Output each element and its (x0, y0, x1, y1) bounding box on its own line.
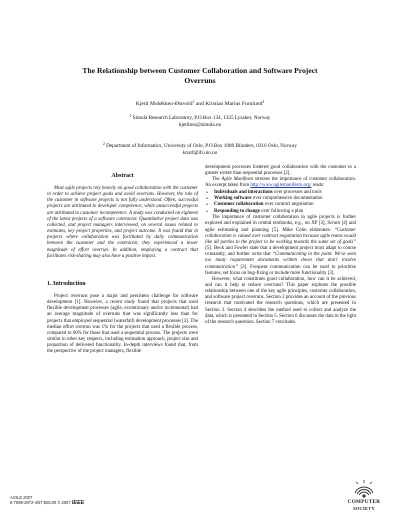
abstract-heading: Abstract (111, 173, 134, 179)
manifesto-value-4 (205, 209, 356, 215)
author-1: Kjetil Moløkken-Østvold (135, 101, 193, 107)
cohn-quote: “Customer collaboration is valued over contract negotiation because agile teams would like all parties to the project to be working towards the same set of goals” [5]. (205, 227, 356, 252)
affiliation-2 (40, 141, 360, 158)
para3-a: The importance of customer collaboration in agile projects is further explored and explained in central textbooks, e.g., on XP [3], Scrum [4] and agile estimating and planning [5]. Mike Cohn elaborates: (205, 215, 356, 233)
paper-title (40, 66, 360, 85)
intro-paragraph-1: Project overruns pose a major and persistent challenge for software development [1]. However, a recent study found that projects that used flexible development processes (agile, evolutionary and/or incremental) had an average magnitude of overruns that was significantly less than for projects that employed sequential (waterfall) development processes [2]. The median effort overrun was 1% for the projects that used a flexible process, compared to 60% for those that used a sequential process. The projects were similar in other key respects, including estimation approach, project size and proportion of delivered functionality. In-depth interviews found that, from the perspective of the project managers, flexible (47, 293, 198, 355)
para2-mid: stresses the importance of customer collaboration. An excerpt taken from (205, 177, 357, 189)
computer-society-line-2: SOCIETY (353, 505, 375, 511)
para2-end: reads: (311, 183, 325, 189)
title-line-1: The Relationship between Customer Collaboration and Software Project (82, 66, 318, 75)
affiliation-1-email: kjetilmo@simula.no (178, 122, 222, 129)
introduction-heading: 1. Introduction (47, 280, 86, 287)
value-2-bold: Working software (214, 196, 252, 202)
intro-paragraph-1-continued: development processes fostered good collaboration with the customer to a greater extent than sequential processes [2]. (205, 165, 356, 177)
author-conjunction: and (194, 101, 206, 107)
copyright-footer (10, 495, 84, 507)
value-3-bold: Customer collaboration (214, 202, 264, 208)
author-2-sup: 2 (262, 100, 265, 104)
value-4-rest: over following a plan (259, 208, 304, 214)
intro-paragraph-2 (205, 177, 356, 189)
value-4-bold: Responding to change (214, 208, 260, 214)
intro-paragraph-4: However, what constitutes good collaboration, how can it be achieved, and can it help to reduce overruns? This paper explores the possible relationship between one of the key agile principles, customer collaboration, and software project overruns. Section 2 provides an account of the previous research that motivated the research questions, which are presented in Section 3. Section 4 describes the method used to collect and analyze the data, which is presented in Section 5. Section 6 discusses the data in the light of the research questions. Section 7 concludes. (205, 276, 356, 325)
value-1-bold: Individuals and interactions (214, 190, 273, 196)
intro-paragraph-3 (205, 215, 356, 277)
affiliation-1-sup: 1 (129, 114, 132, 118)
para3-b: Beck and Fowler state that a development project must adapt to course constantly, and further write that (205, 246, 356, 258)
manifesto-values-list (205, 190, 356, 215)
affiliation-2-text: Department of Informatics, University of Oslo, P.O.Box 1080 Blindern, 0316 Oslo, Norway (104, 143, 297, 149)
computer-society-wordmark (336, 500, 392, 511)
author-1-sup: 1 (192, 100, 195, 104)
isbn-text: 0-7695-2872-4/07 $25.00 © 2007 (10, 500, 72, 506)
left-column (47, 172, 198, 355)
author-line (40, 99, 360, 108)
agile-manifesto-title: Agile Manifesto (221, 177, 254, 183)
author-2: Kristian Marius Furulund (205, 101, 263, 107)
right-column (205, 165, 356, 326)
isbn-copyright (10, 500, 84, 506)
affiliation-2-email: kristf@ifi.uio.no (182, 150, 218, 157)
abstract-text: Most agile projects rely heavily on good collaboration with the customer in order to achieve project goals and avoid overruns. However, the role of the customer in software projects is not fully understood. Often, successful projects are attributed to developer competence, while unsuccessful projects are attributed to customer incompetence. A study was conducted on eighteen of the latest projects of a software contractor. Quantitative project data was collected, and project managers interviewed, on several issues related to estimates, key project properties, and project outcome. It was found that in projects where collaboration was facilitated by daily communication between the customer and the contractor, they experienced a lesser magnitude of effort overrun. In addition, employing a contract that facilitates risk-sharing may also have a positive impact. (47, 186, 198, 259)
value-1-rest: over processes and tools (272, 190, 322, 196)
affiliation-1-line-1 (40, 113, 360, 122)
title-line-2: Overruns (184, 75, 216, 85)
affiliation-1-text: Simula Research Laboratory, P.O.Box 134, 1325 Lysaker, Norway (131, 115, 271, 121)
para3-c: [3]. Frequent communication can be used to prioritize features, set focus on bug-fixing or include more functionality [3]. (205, 264, 356, 276)
computer-society-line-1: COMPUTER (347, 499, 381, 505)
affiliation-2-sup: 2 (103, 142, 105, 146)
affiliation-2-line-1 (40, 141, 360, 150)
affiliation-1 (40, 113, 360, 130)
beck-fowler-quote: “Communicating in the point. We've seen too many requirement documents written down that don't involve communication” (205, 252, 356, 270)
ieee-logo: IEEE (71, 500, 85, 507)
value-2-rest: over comprehensive documentation (251, 196, 323, 202)
agile-manifesto-link[interactable]: http://www.agilemanifesto.org/ (250, 183, 312, 189)
value-3-rest: over contract negotiation (263, 202, 314, 208)
conference-name: AGILE 2007 (10, 495, 33, 500)
para2-start: The (212, 177, 222, 183)
